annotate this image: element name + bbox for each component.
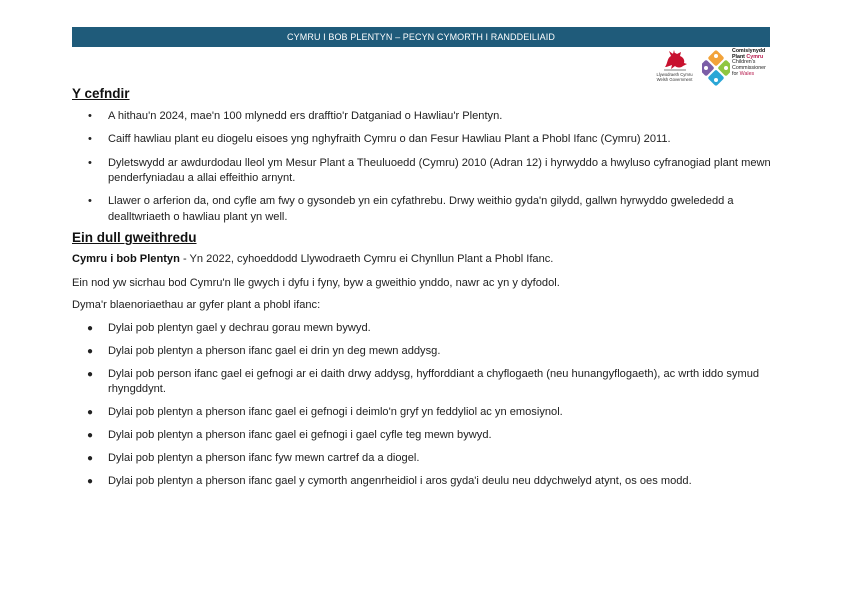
cc-en-line-1: Children's	[732, 59, 756, 66]
dragon-icon	[662, 49, 688, 71]
list-item-text: Caiff hawliau plant eu diogelu eisoes yng nghyfraith Cymru o dan Fesur Hawliau Plant a Phobl Ifanc (Cymru) 2011.	[108, 133, 671, 146]
wg-line-1: Llywodraeth Cymru	[656, 72, 693, 77]
list-item	[72, 474, 772, 490]
list-item-text: Dylai pob plentyn a pherson ifanc gael ei gefnogi i deimlo'n gryf yn feddyliol ac yn emosiynol.	[108, 406, 563, 419]
list-item-text: Dylai pob plentyn a pherson ifanc gael ei drin yn deg mewn addysg.	[108, 344, 441, 357]
bullet-icon: •	[88, 133, 92, 146]
welsh-government-logo	[652, 49, 697, 89]
priorities-intro: Dyma'r blaenoriaethau ar gyfer plant a phobl ifanc:	[72, 299, 321, 312]
list-item	[72, 344, 772, 360]
bullet-icon: •	[88, 110, 92, 122]
list-item	[72, 109, 772, 125]
list-item-text: Dylai pob plentyn a pherson ifanc fyw mewn cartref da a diogel.	[108, 451, 420, 464]
list-item	[72, 451, 772, 467]
document-body	[72, 86, 772, 497]
cc-cy-line-1: Comisiynydd	[732, 48, 766, 54]
bullet-icon: ●	[87, 407, 94, 419]
approach-aim: Ein nod yw sicrhau bod Cymru'n lle gwych i dyfu i fyny, byw a gweithio ynddo, nawr ac yn y dyfodol.	[72, 276, 560, 289]
commissioner-tiles-icon	[702, 49, 730, 87]
background-heading: Y cefndir	[72, 86, 130, 101]
bullet-icon: ●	[87, 429, 94, 441]
bullet-icon: ●	[87, 322, 94, 334]
approach-intro-bold: Cymru i bob Plentyn	[72, 253, 180, 266]
bullet-icon: ●	[87, 345, 94, 357]
cc-cy-line-2b: Cymru	[746, 53, 764, 60]
list-item	[72, 428, 772, 444]
bullet-icon: •	[88, 156, 92, 169]
childrens-commissioner-logo	[702, 49, 777, 89]
list-item	[72, 405, 772, 421]
list-item-text: A hithau'n 2024, mae'n 100 mlynedd ers drafftio'r Datganiad o Hawliau'r Plentyn.	[108, 110, 503, 122]
list-item-text: Dyletswydd ar awdurdodau lleol ym Mesur Plant a Theuluoedd (Cymru) 2010 (Adran 12) i hyrwyddo a hwyluso cyfranogiad plant mewn penderfyniadau a allai effeithio arnynt.	[108, 156, 771, 185]
bullet-icon: •	[88, 195, 92, 208]
list-item	[72, 132, 772, 148]
bullet-icon: ●	[87, 475, 94, 487]
approach-intro	[72, 252, 772, 268]
cc-en-line-2: Commissioner	[732, 65, 766, 72]
header-banner	[72, 27, 770, 47]
list-item	[72, 321, 772, 337]
list-item-text: Dylai pob plentyn gael y dechrau gorau mewn bywyd.	[108, 321, 371, 334]
list-item-text: Dylai pob plentyn a pherson ifanc gael y cymorth angenrheidiol i aros gyda'i deulu neu ddychwelyd atynt, os oes modd.	[108, 474, 692, 487]
list-item-text: Llawer o arferion da, ond cyfle am fwy o gysondeb yn ein cyfathrebu. Drwy weithio gyda'n gilydd, gallwn hyrwyddo gwelededd a dealltwriaeth o hawliau plant yn well.	[108, 195, 734, 223]
background-bullet-list	[72, 109, 772, 225]
approach-heading: Ein dull gweithredu	[72, 230, 197, 246]
priorities-bullet-list	[72, 321, 772, 489]
list-item	[72, 367, 772, 398]
banner-title: CYMRU I BOB PLENTYN – PECYN CYMORTH I RANDDEILIAID	[287, 32, 555, 42]
bullet-icon: ●	[87, 452, 94, 464]
bullet-icon: ●	[87, 368, 94, 380]
list-item-text: Dylai pob person ifanc gael ei gefnogi ar ei daith drwy addysg, hyfforddiant a chyflogaeth (neu hunangyflogaeth), ac wrth iddo symud rhyngddynt.	[108, 367, 760, 396]
approach-intro-rest: - Yn 2022, cyhoeddodd Llywodraeth Cymru ei Chynllun Plant a Phobl Ifanc.	[179, 253, 554, 266]
list-item-text: Dylai pob plentyn a pherson ifanc gael ei gefnogi i gael cyfle teg mewn bywyd.	[108, 428, 492, 441]
cc-en-line-3a: for	[732, 70, 740, 77]
list-item	[72, 194, 772, 225]
list-item	[72, 156, 772, 187]
logos	[652, 49, 777, 89]
wg-line-2: Welsh Government	[656, 76, 693, 82]
cc-en-line-3b: Wales	[739, 70, 755, 77]
cc-cy-line-2a: Plant	[732, 53, 747, 60]
